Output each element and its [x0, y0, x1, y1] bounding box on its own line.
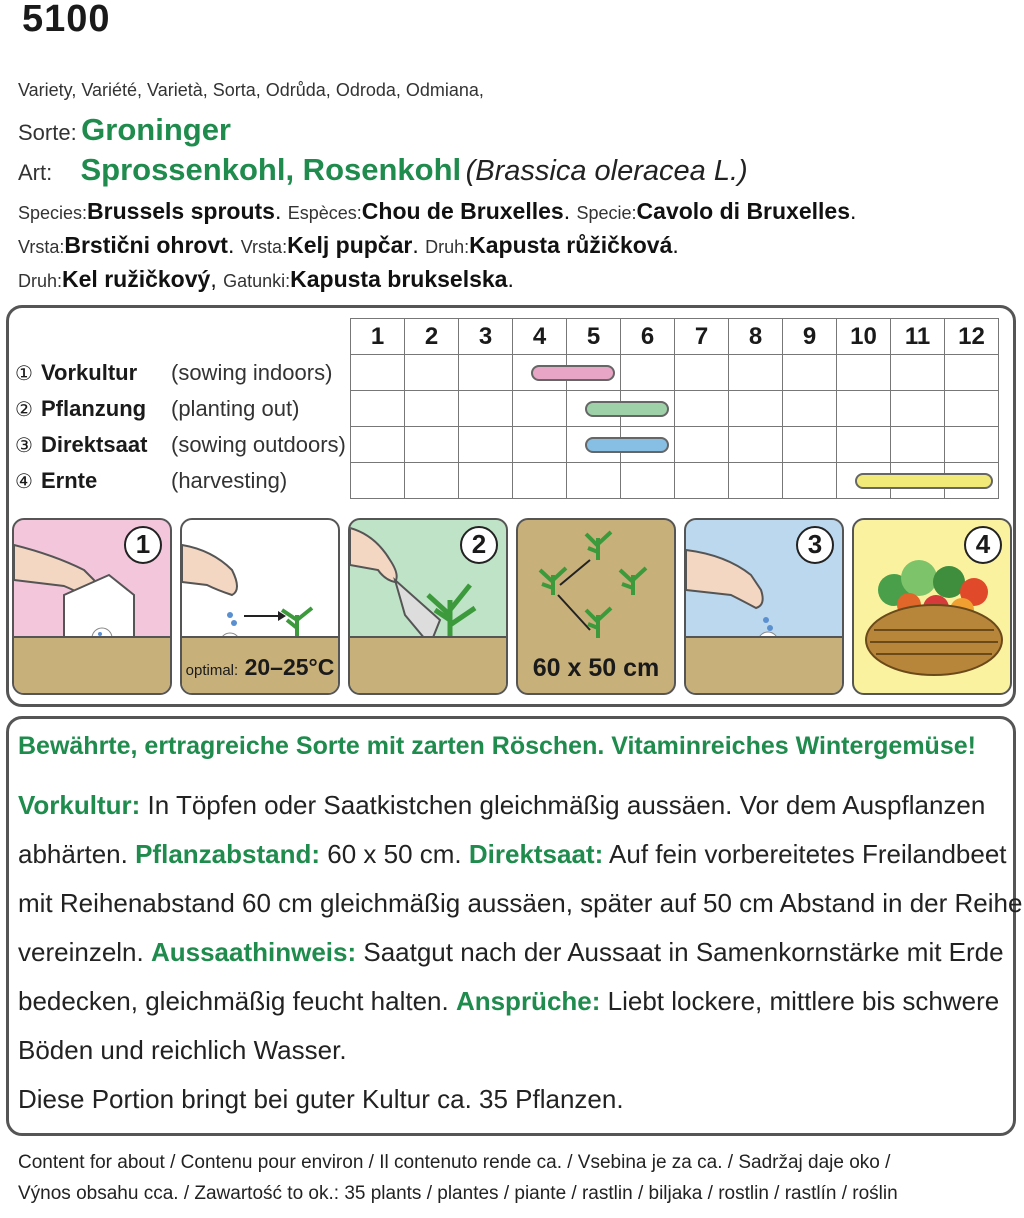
species-label: Gatunki:	[223, 271, 291, 291]
row-label-en: (sowing outdoors)	[171, 431, 346, 457]
optimal-temperature: optimal: 20–25°C	[185, 654, 335, 680]
picture-planting-out	[348, 518, 508, 695]
product-code: 5100	[22, 0, 111, 40]
description-line-7: Diese Portion bringt bei guter Kultur ca. 35 Pflanzen.	[18, 1084, 624, 1114]
species-label: Espèces:	[287, 203, 362, 223]
picture-germination	[180, 518, 340, 695]
keyword-ansprueche: Ansprüche:	[455, 986, 601, 1016]
description-panel	[6, 716, 1016, 1136]
month-9: 9	[783, 319, 837, 355]
picture-sowing-indoors	[12, 518, 172, 695]
row-label: Direktsaat	[41, 431, 148, 457]
description-line-2: abhärten. Pflanzabstand: 60 x 50 cm. Direktsaat: Auf fein vorbereitetes Freilandbeet	[18, 839, 1007, 869]
headline: Bewährte, ertragreiche Sorte mit zarten Röschen. Vitaminreiches Wintergemüse!	[18, 732, 976, 760]
row-label: Vorkultur	[41, 359, 138, 385]
species-name: Brussels sprouts	[87, 198, 275, 224]
species-label: Species:	[18, 203, 88, 223]
sorte-name: Groninger	[81, 112, 231, 147]
species-line-3: Druh:Kel ružičkový, Gatunki:Kapusta brukselska.	[18, 266, 514, 292]
month-2: 2	[405, 319, 459, 355]
species-line-2: Vrsta:Brstični ohrovt. Vrsta:Kelj pupčar. Druh:Kapusta růžičková.	[18, 232, 679, 258]
species-label: Specie:	[576, 203, 637, 223]
description-line-1: Vorkultur: In Töpfen oder Saatkistchen gleichmäßig aussäen. Vor dem Auspflanzen	[18, 790, 986, 820]
art-line	[18, 152, 748, 188]
calendar-row-pflanzung	[15, 391, 999, 427]
species-name: Brstični ohrovt	[64, 232, 228, 258]
description-line-5: bedecken, gleichmäßig feucht halten. Ansprüche: Liebt lockere, mittlere bis schwere	[18, 986, 1000, 1016]
footer-line-1: Content for about / Contenu pour environ / Il contenuto rende ca. / Vsebina je za ca. / Sadržaj daje oko /	[18, 1152, 891, 1173]
spacing-label: 60 x 50 cm	[532, 654, 660, 682]
month-12: 12	[945, 319, 999, 355]
variety-line: Variety, Variété, Varietà, Sorta, Odrůda, Odroda, Odmiana,	[18, 80, 484, 100]
calendar-row-vorkultur	[15, 355, 999, 391]
picture-sowing-outdoors	[684, 518, 844, 695]
step-badge-3: 3	[796, 526, 834, 564]
row-number: ④	[15, 470, 33, 493]
month-1: 1	[351, 319, 405, 355]
row-label-en: (sowing indoors)	[171, 359, 333, 385]
species-name: Kelj pupčar	[287, 232, 413, 258]
art-latin: (Brassica oleracea L.)	[465, 155, 748, 187]
description-line-6: Böden und reichlich Wasser.	[18, 1035, 347, 1065]
species-name: Chou de Bruxelles	[361, 198, 564, 224]
step-badge-4: 4	[964, 526, 1002, 564]
month-5: 5	[567, 319, 621, 355]
sowing-calendar	[15, 318, 999, 499]
species-label: Druh:	[425, 237, 470, 257]
description-line-3: mit Reihenabstand 60 cm gleichmäßig aussäen, später auf 50 cm Abstand in der Reihe	[18, 888, 1023, 918]
calendar-bar-direktsaat	[585, 437, 669, 453]
month-11: 11	[891, 319, 945, 355]
calendar-bar-pflanzung	[585, 401, 669, 417]
species-label: Druh:	[18, 271, 63, 291]
month-3: 3	[459, 319, 513, 355]
description-line-4: vereinzeln. Aussaathinweis: Saatgut nach der Aussaat in Samenkornstärke mit Erde	[18, 937, 1004, 967]
species-line-1: Species:Brussels sprouts. Espèces:Chou de Bruxelles. Specie:Cavolo di Bruxelles.	[18, 198, 857, 224]
picture-harvesting	[852, 518, 1012, 695]
species-label: Vrsta:	[240, 237, 288, 257]
month-10: 10	[837, 319, 891, 355]
picture-spacing	[516, 518, 676, 695]
step-badge-1: 1	[124, 526, 162, 564]
species-name: Kapusta růžičková	[469, 232, 673, 258]
row-label-en: (harvesting)	[171, 467, 288, 493]
calendar-row-ernte	[15, 463, 999, 499]
calendar-bar-ernte	[855, 473, 993, 489]
species-name: Kapusta brukselska	[290, 266, 508, 292]
art-name: Sprossenkohl, Rosenkohl	[80, 152, 462, 187]
row-label: Pflanzung	[41, 395, 147, 421]
row-label: Ernte	[41, 467, 98, 493]
footer-line-2: Výnos obsahu cca. / Zawartość to ok.: 35 plants / plantes / piante / rastlin / biljaka / rostlin / rastlín / roślin	[18, 1183, 898, 1204]
art-label: Art:	[18, 160, 53, 185]
species-name: Kel ružičkový	[62, 266, 211, 292]
sorte-label: Sorte:	[18, 120, 77, 145]
keyword-pflanzabstand: Pflanzabstand:	[135, 839, 321, 869]
calendar-bar-vorkultur	[531, 365, 615, 381]
sorte-line	[18, 112, 231, 148]
month-8: 8	[729, 319, 783, 355]
species-label: Vrsta:	[18, 237, 65, 257]
species-name: Cavolo di Bruxelles	[636, 198, 851, 224]
month-7: 7	[675, 319, 729, 355]
step-badge-2: 2	[460, 526, 498, 564]
keyword-aussaathinweis: Aussaathinweis:	[150, 937, 357, 967]
keyword-direktsaat: Direktsaat:	[468, 839, 604, 869]
row-number: ①	[15, 362, 33, 385]
row-number: ②	[15, 398, 33, 421]
calendar-row-direktsaat	[15, 427, 999, 463]
row-label-en: (planting out)	[171, 395, 300, 421]
keyword-vorkultur: Vorkultur:	[18, 790, 141, 820]
row-number: ③	[15, 434, 33, 457]
month-header-row	[15, 319, 999, 355]
month-6: 6	[621, 319, 675, 355]
month-4: 4	[513, 319, 567, 355]
